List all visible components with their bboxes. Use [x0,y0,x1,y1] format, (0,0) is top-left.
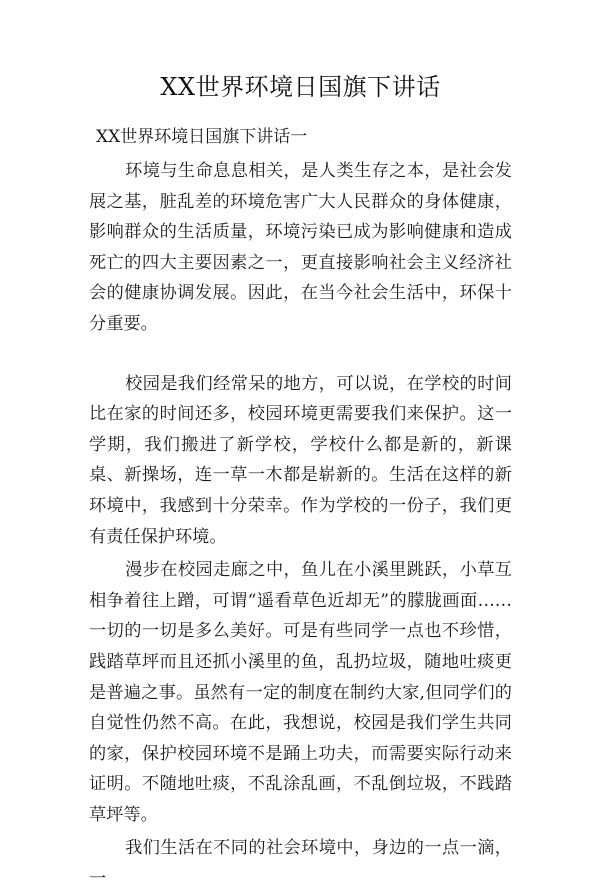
paragraph-3: 漫步在校园走廊之中，鱼儿在小溪里跳跃，小草互相争着往上蹭，可谓“遥看草色近却无”的朦胧画面……一切的一切是多么美好。可是有些同学一点也不珍惜，践踏草坪而且还抓小溪里的鱼，乱扔垃圾，随地吐痰更是普遍之事。虽然有一定的制度在制约大家,但同学们的自觉性仍然不高。在此，我想说，校园是我们学生共同的家，保护校园环境不是踊上功夫，而需要实际行动来证明。不随地吐痰，不乱涂乱画，不乱倒垃圾，不践踏草坪等。 [89,560,512,825]
paragraph-4: 我们生活在不同的社会环境中，身边的一点一滴，一 [89,838,512,890]
paragraph-spacer [89,340,512,369]
paragraph-1: 环境与生命息息相关，是人类生存之本，是社会发展之基，脏乱差的环境危害广大人民群众的身体健康，影响群众的生活质量，环境污染已成为影响健康和造成死亡的四大主要因素之一，更直接影响社会主义经济社会的健康协调发展。因此，在当今社会生活中，环保十分重要。 [89,161,512,334]
document-subtitle: XX世界环境日国旗下讲话一 [96,127,308,147]
paragraph-2: 校园是我们经常呆的地方，可以说，在学校的时间比在家的时间还多，校园环境更需要我们来保护。这一学期，我们搬进了新学校，学校什么都是新的，新课桌、新操场，连一草一木都是崭新的。生活在这样的新环境中，我感到十分荣幸。作为学校的一份子，我们更有责任保护环境。 [89,373,512,547]
document-title: XX世界环境日国旗下讲话 [160,73,441,101]
paragraph-4-container [89,833,512,890]
